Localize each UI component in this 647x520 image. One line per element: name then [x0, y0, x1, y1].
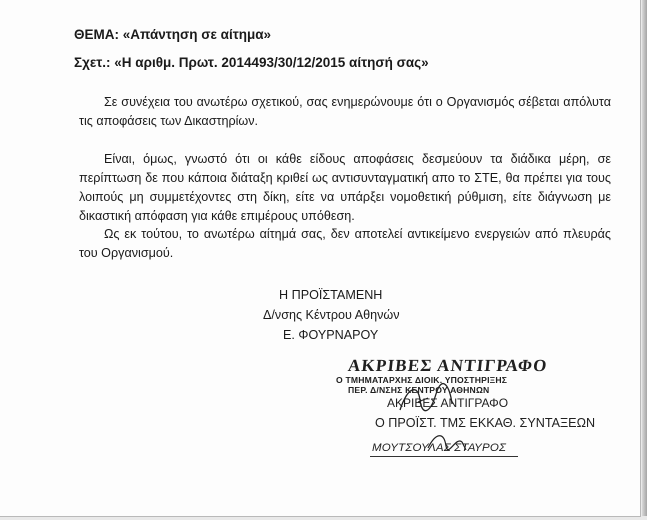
signature-department: Δ/νσης Κέντρου Αθηνών [263, 308, 400, 322]
document-subject: ΘΕΜΑ: «Απάντηση σε αίτημα» [74, 27, 272, 42]
stamp-heading: ΑΚΡΙΒΕΣ ΑΝΤΙΓΡΑΦΟ [347, 356, 549, 375]
body-paragraph-2: Είναι, όμως, γνωστό ότι οι κάθε είδους αποφάσεις δεσμεύουν τα διάδικα μέρη, σε περίπτωση δε που κάποια διάταξη κριθεί ως αντισυνταγματική απο το ΣΤΕ, θα πρέπει για τους λοιπούς μη συμμετέχοντες στη δίκη, είτε να υπάρξει νομοθετική ρύθμιση, είτε διάγνωση με δικαστική απόφαση για κάθε επιμέρους υπόθεση. [79, 152, 611, 223]
body-paragraph-1: Σε συνέχεια του ανωτέρω σχετικού, σας ενημερώνουμε ότι ο Οργανισμός σέβεται απόλυτα τις αποφάσεις των Δικαστηρίων. [79, 95, 611, 128]
stamp-line-1: Ο ΤΜΗΜΑΤΑΡΧΗΣ ΔΙΟΙΚ. ΥΠΟΣΤΗΡΙΞΗΣ [336, 375, 508, 385]
stamp-department: Ο ΠΡΟΪΣΤ. ΤΜΣ ΕΚΚΑΘ. ΣΥΝΤΑΞΕΩΝ [375, 416, 596, 430]
document-reference: Σχετ.: «Η αριθμ. Πρωτ. 2014493/30/12/2015 αίτησή σας» [74, 55, 429, 70]
signature-title: Η ΠΡΟΪΣΤΑΜΕΝΗ [279, 288, 383, 302]
stamp-line-2: ΠΕΡ. Δ/ΝΣΗΣ ΚΕΝΤΡΟΥ ΑΘΗΝΩΝ [348, 385, 490, 395]
stamp-copy-label: ΑΚΡΙΒΕΣ ΑΝΤΙΓΡΑΦΟ [387, 396, 509, 410]
certified-copy-stamp [330, 356, 596, 456]
body-paragraph-3: Ως εκ τούτου, το ανωτέρω αίτημά σας, δεν αποτελεί αντικείμενο ενεργειών από πλευράς του Οργανισμού. [79, 227, 611, 260]
signature-name: Ε. ΦΟΥΡΝΑΡΟΥ [283, 328, 379, 342]
scan-edge-shadow [642, 0, 647, 516]
stamp-name: ΜΟΥΤΣΟΥΛΑΣ ΣΤΑΥΡΟΣ [372, 442, 507, 454]
stamp-underline [370, 456, 518, 457]
